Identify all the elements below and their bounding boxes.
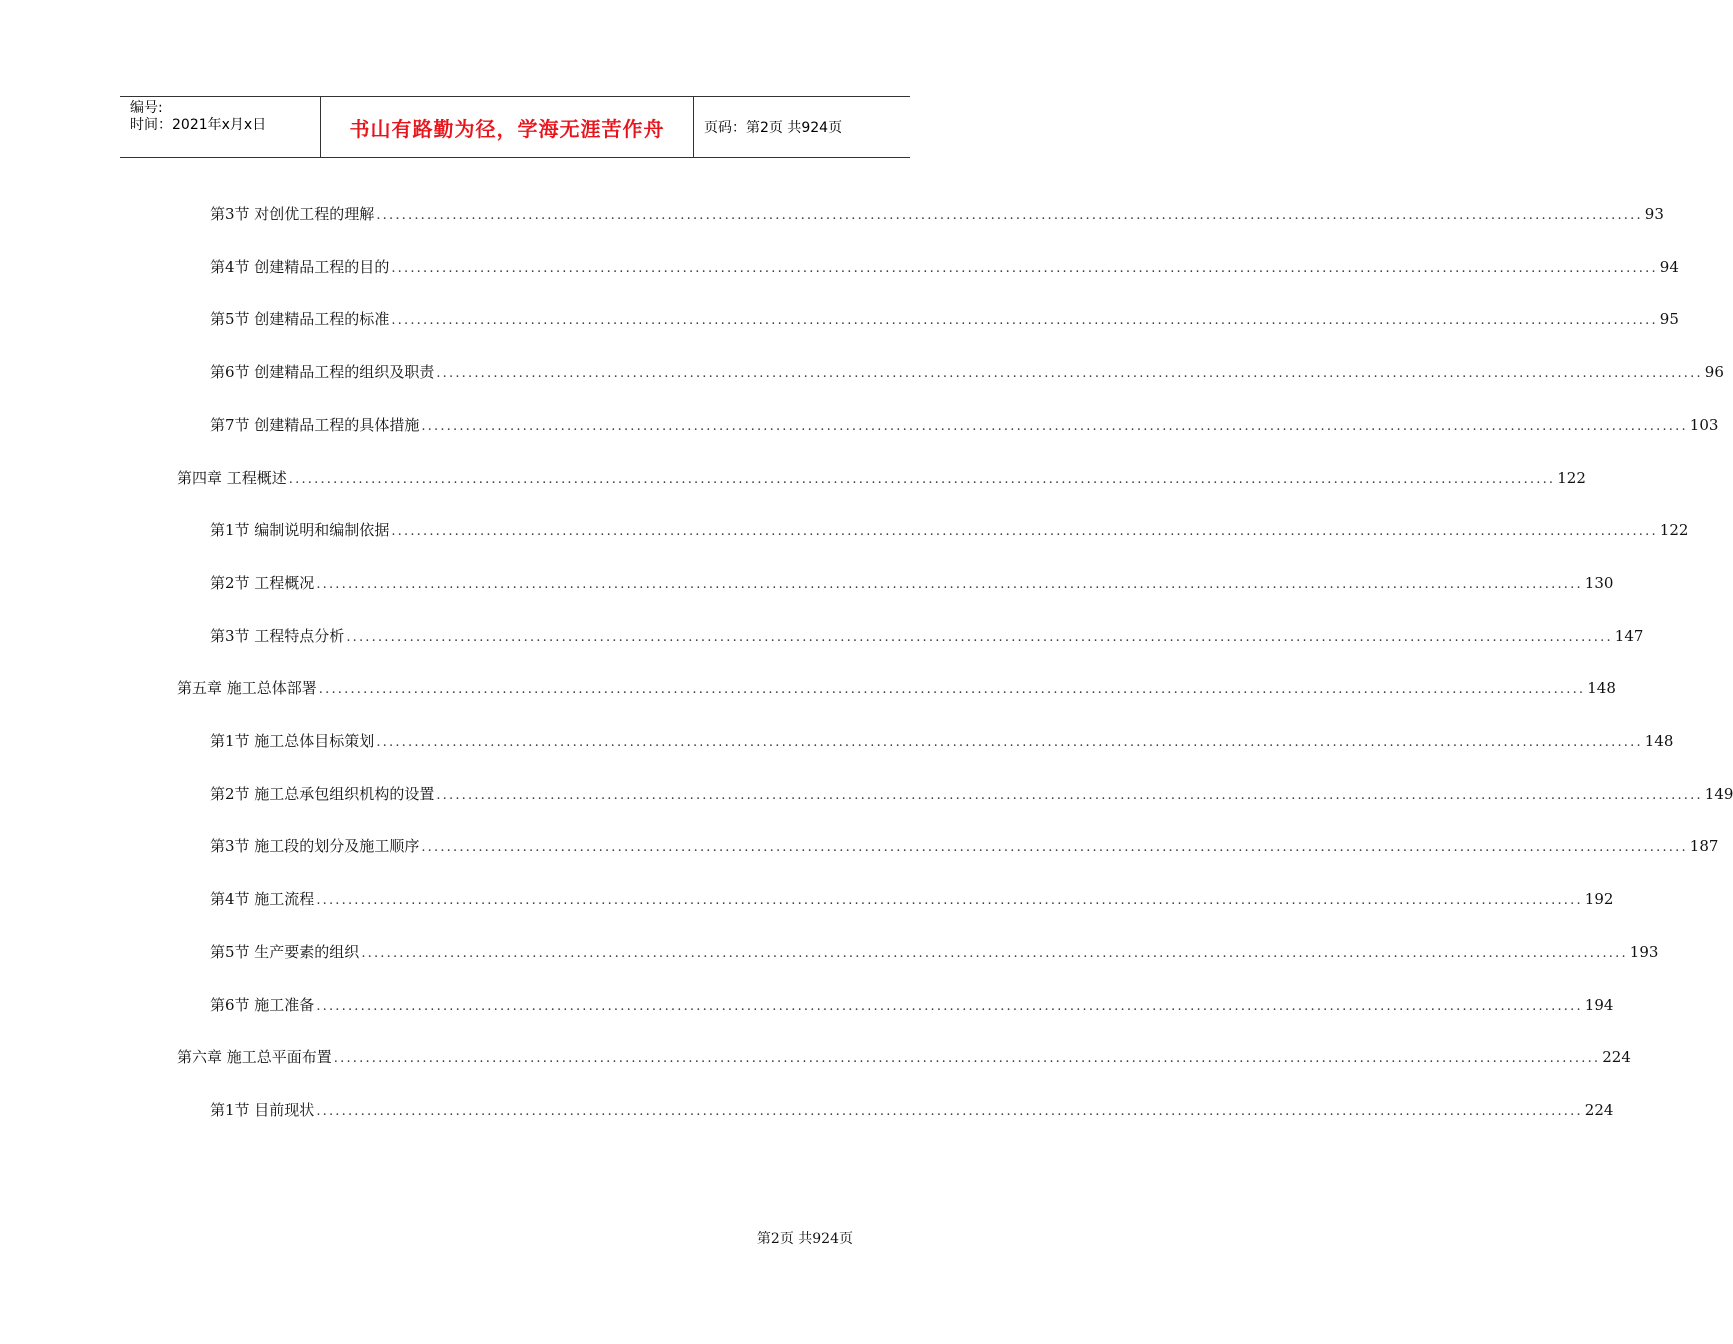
toc-entry[interactable] xyxy=(210,942,1659,964)
toc-leader-dots: ........................................................................................................................................................................................................ xyxy=(316,1104,1583,1119)
toc-entry[interactable] xyxy=(210,836,1719,858)
toc-entry-title: 第5节 创建精品工程的标准 xyxy=(210,310,390,328)
toc-entry-page: 122 xyxy=(1557,469,1586,487)
toc-entry-page: 103 xyxy=(1689,416,1719,434)
toc-leader-dots: ........................................................................................................................................................................................................ xyxy=(391,313,1658,328)
toc-leader-dots: ........................................................................................................................................................................................................ xyxy=(318,682,1586,697)
toc-entry-title: 第四章 工程概述 xyxy=(177,469,287,487)
header-motto: 书山有路勤为径，学海无涯苦作舟 xyxy=(349,116,665,141)
toc-entry-title: 第3节 工程特点分析 xyxy=(210,627,345,645)
toc-entry-page: 224 xyxy=(1584,1101,1614,1119)
toc-entry-title: 第4节 创建精品工程的目的 xyxy=(210,258,390,276)
page-footer-number: 第2页 共924页 xyxy=(756,1231,853,1247)
document-number-label: 编号: xyxy=(130,100,163,116)
toc-leader-dots: ........................................................................................................................................................................................................ xyxy=(316,999,1583,1014)
toc-leader-dots: ........................................................................................................................................................................................................ xyxy=(376,735,1643,750)
toc-entry[interactable] xyxy=(210,415,1719,437)
toc-entry-page: 130 xyxy=(1584,574,1614,592)
toc-entry-page: 193 xyxy=(1629,943,1659,961)
toc-entry-title: 第7节 创建精品工程的具体措施 xyxy=(210,416,420,434)
toc-leader-dots: ........................................................................................................................................................................................................ xyxy=(436,788,1703,803)
toc-entry-title: 第3节 对创优工程的理解 xyxy=(210,205,375,223)
toc-entry-title: 第2节 工程概况 xyxy=(210,574,315,592)
toc-entry-title: 第1节 施工总体目标策划 xyxy=(210,732,375,750)
toc-leader-dots: ........................................................................................................................................................................................................ xyxy=(316,577,1583,592)
toc-entry[interactable] xyxy=(210,573,1614,595)
toc-entry[interactable] xyxy=(210,889,1614,911)
toc-entry-page: 147 xyxy=(1614,627,1644,645)
toc-entry-title: 第3节 施工段的划分及施工顺序 xyxy=(210,837,420,855)
toc-entry[interactable] xyxy=(210,1100,1614,1122)
toc-entry[interactable] xyxy=(210,257,1679,279)
toc-entry-page: 149 xyxy=(1704,785,1733,803)
toc-leader-dots: ........................................................................................................................................................................................................ xyxy=(391,524,1658,539)
toc-entry[interactable] xyxy=(210,784,1733,806)
document-time-label: 时间：2021年x月x日 xyxy=(130,117,267,133)
toc-leader-dots: ........................................................................................................................................................................................................ xyxy=(391,261,1658,276)
toc-entry-title: 第6节 创建精品工程的组织及职责 xyxy=(210,363,435,381)
toc-entry-title: 第4节 施工流程 xyxy=(210,890,315,908)
toc-leader-dots: ........................................................................................................................................................................................................ xyxy=(346,630,1613,645)
toc-entry-title: 第六章 施工总平面布置 xyxy=(177,1048,332,1066)
toc-entry-title: 第6节 施工准备 xyxy=(210,996,315,1014)
toc-leader-dots: ........................................................................................................................................................................................................ xyxy=(421,840,1688,855)
toc-entry-title: 第五章 施工总体部署 xyxy=(177,679,317,697)
toc-leader-dots: ........................................................................................................................................................................................................ xyxy=(316,893,1583,908)
toc-entry-page: 148 xyxy=(1644,732,1674,750)
toc-entry-page: 224 xyxy=(1602,1048,1631,1066)
toc-entry[interactable] xyxy=(210,626,1644,648)
toc-entry-title: 第1节 编制说明和编制依据 xyxy=(210,521,390,539)
toc-leader-dots: ........................................................................................................................................................................................................ xyxy=(333,1051,1601,1066)
toc-entry-title: 第2节 施工总承包组织机构的设置 xyxy=(210,785,435,803)
toc-entry-page: 95 xyxy=(1659,310,1679,328)
toc-entry[interactable] xyxy=(210,362,1724,384)
toc-entry[interactable] xyxy=(177,468,1586,490)
toc-entry-page: 122 xyxy=(1659,521,1689,539)
toc-leader-dots: ........................................................................................................................................................................................................ xyxy=(361,946,1628,961)
toc-leader-dots: ........................................................................................................................................................................................................ xyxy=(436,366,1703,381)
toc-entry[interactable] xyxy=(210,520,1689,542)
toc-entry-page: 93 xyxy=(1644,205,1664,223)
toc-entry[interactable] xyxy=(210,204,1664,226)
toc-entry-page: 187 xyxy=(1689,837,1719,855)
toc-entry[interactable] xyxy=(177,1047,1631,1069)
toc-entry[interactable] xyxy=(210,731,1674,753)
toc-entry[interactable] xyxy=(177,678,1616,700)
toc-entry-page: 148 xyxy=(1587,679,1616,697)
toc-leader-dots: ........................................................................................................................................................................................................ xyxy=(421,419,1688,434)
toc-entry-title: 第5节 生产要素的组织 xyxy=(210,943,360,961)
toc-entry-page: 192 xyxy=(1584,890,1614,908)
toc-entry[interactable] xyxy=(210,995,1614,1017)
toc-entry-page: 194 xyxy=(1584,996,1614,1014)
toc-entry-title: 第1节 目前现状 xyxy=(210,1101,315,1119)
toc-entry[interactable] xyxy=(210,309,1679,331)
toc-leader-dots: ........................................................................................................................................................................................................ xyxy=(376,208,1643,223)
toc-leader-dots: ........................................................................................................................................................................................................ xyxy=(288,472,1556,487)
toc-entry-page: 94 xyxy=(1659,258,1679,276)
toc-entry-page: 96 xyxy=(1704,363,1724,381)
header-page-code: 页码：第2页 共924页 xyxy=(704,120,843,136)
